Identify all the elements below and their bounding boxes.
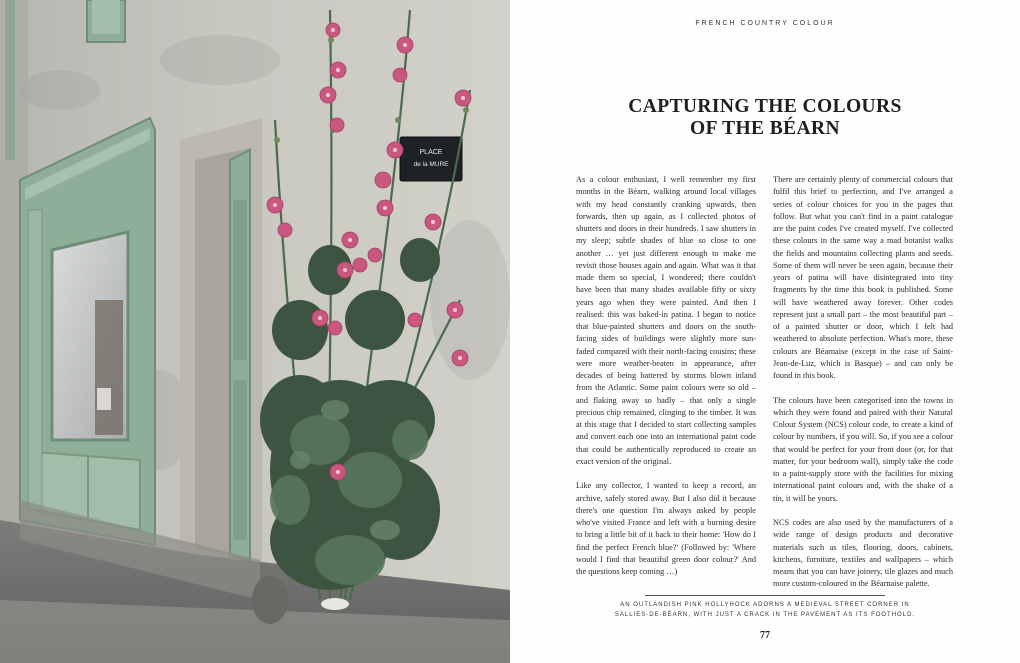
paragraph: Like any collector, I wanted to keep a record, an archive, safely stored away. But I also did it because there's one question I'm always asked by people who've visited France and left with a burning desire to bring a little bit of it back to their home: 'How do I find the perfect French blue?' (Followed by: 'Where would I find that beautiful green door colour?' And the questions keep coming …) — [576, 481, 756, 576]
caption-line1: AN OUTLANDISH PINK HOLLYHOCK ADORNS A MEDIEVAL STREET CORNER IN — [620, 602, 910, 608]
running-head: FRENCH COUNTRY COLOUR — [695, 20, 835, 27]
green-shopfront — [20, 118, 155, 545]
paragraph: As a colour enthusiast, I well remember my first months in the Béarn, walking around local villages with my head constantly cranking upwards, then forwards, then up again, as I collected photos of shutters and doors in their hundreds. I saw shutters in my sleep; subtle shades of blue so close to one another … yet just different enough to make me revisit those houses again and again. What was it that made them so special, I wondered; there couldn't have been that many shades available fifty or sixty years ago when they were painted. And then I realised: this was baked-in patina. I began to notice that blue-painted shutters and doors on the south-facing sides of buildings were slightly more sun-faded compared with their north-facing cousins; these were more weather-beaten in appearance, after decades of being battered by storms blown inland from the Atlantic. Some paint colours were so old – and flaking away so badly – that only a single precious chip remained, clinging to the timber. It was at this stage that I decided to start collecting samples and convert each one into an international paint code that could be authentically reproduced to create an exact version of the original. — [576, 175, 756, 466]
chapter-title-line1: CAPTURING THE COLOURS — [628, 96, 902, 117]
paragraph: NCS codes are also used by the manufacturers of a wide range of design products and decorative materials such as tiles, flooring, doors, cabinets, kitchens, furniture, textiles and wallpapers – which means that you can have joinery, tile glazes and much more custom-coloured in the Béarnaise palette. — [773, 518, 953, 589]
text-page — [510, 0, 1020, 663]
street-sign — [400, 137, 462, 181]
bollard-stone — [252, 576, 288, 624]
paragraph: There are certainly plenty of commercial colours that fulfil this brief to perfection, and I've arranged a series of colour choices for you in the pages that follow. But what you can't find in a paint catalogue are the paint codes I've created myself. I've collected these colours in the same way a mad botanist walks the fields and mountains collecting plants and seeds. Some of them will never be seen again, because their years of patina will have disintegrated into tiny fragments by the time this book is published. Some will have weathered away forever. Other codes represent just a small part – the most beautiful part – of a painted shutter or door, which I felt had weathered to absolute perfection. What's more, these colours are Béarnaise (except in the case of Saint-Jean-de-Luz, which is Basque) – and can only be found in this book. — [773, 175, 953, 380]
body-column-left — [576, 174, 756, 591]
caption-rule — [645, 595, 885, 596]
chapter-title — [510, 96, 1020, 140]
stone-doorway — [180, 118, 262, 580]
caption-line2: SALLIES-DE-BÉARN, WITH JUST A CRACK IN THE PAVEMENT AS ITS FOOTHOLD. — [614, 612, 916, 618]
chapter-title-line2: OF THE BÉARN — [690, 118, 840, 139]
street-sign-line2: de la MURE — [413, 161, 449, 168]
page-number: 77 — [760, 630, 770, 641]
photo-caption — [510, 600, 1020, 620]
street-sign-line1: PLACE — [419, 149, 443, 156]
upper-shutter-edge — [5, 0, 15, 160]
body-column-right — [773, 174, 953, 603]
paragraph: The colours have been categorised into the towns in which they were found and paired with their Natural Colour System (NCS) colour code, to create a kind of colour by numbers, if you will. So, if you see a colour that would be perfect for your front door (or, for that matter, for your bedroom wall), simply take the code to a paint-supply store with the facilities for mixing international paint colours and, with the shake of a tin, it will be yours. — [773, 395, 953, 503]
